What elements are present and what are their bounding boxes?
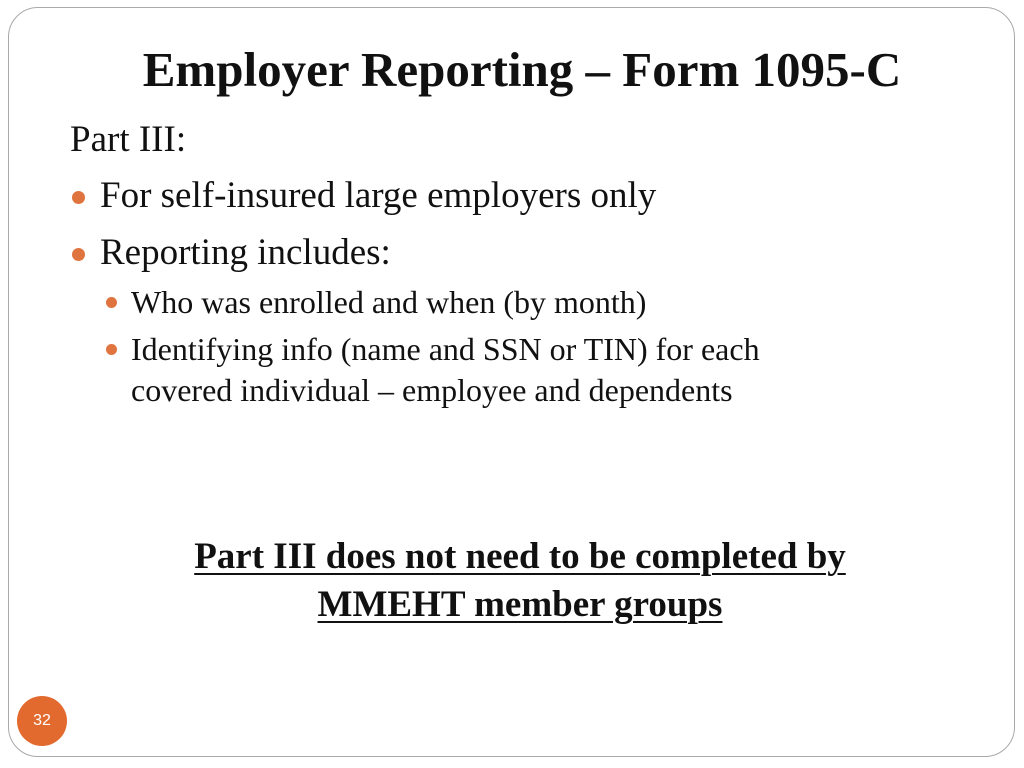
bullet-icon [72,191,85,204]
sub-bullet-text: Who was enrolled and when (by month) [131,284,647,320]
page-number-badge: 32 [17,696,67,746]
part-heading: Part III: [70,119,187,160]
note-line: Part III does not need to be completed by [194,536,846,577]
sub-bullet-icon [106,344,117,355]
slide-title: Employer Reporting – Form 1095-C [142,42,902,97]
sub-bullet-text: covered individual – employee and dependents [131,372,733,408]
bullet-text: Reporting includes: [100,232,391,273]
sub-bullet-text: Identifying info (name and SSN or TIN) for each [131,331,760,367]
note-line: MMEHT member groups [317,584,723,625]
sub-bullet-icon [106,297,117,308]
bullet-text: For self-insured large employers only [100,175,657,216]
bullet-icon [72,248,85,261]
